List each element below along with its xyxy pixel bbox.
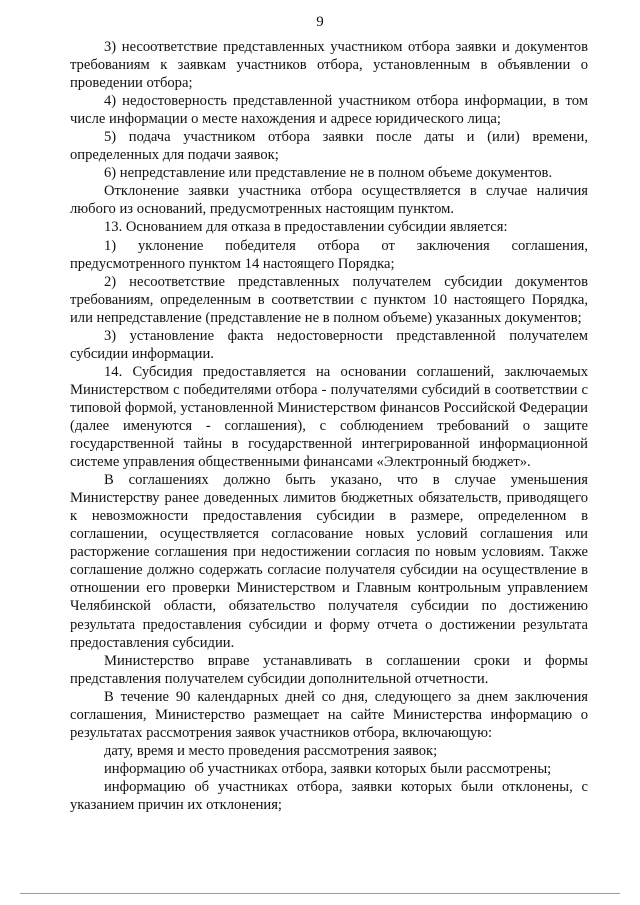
- paragraph-item-4-rejection: 4) недостоверность представленной участником отбора информации, в том числе информации о месте нахождения и адресе юридического лица;: [70, 93, 588, 128]
- paragraph-item-6-rejection: 6) непредставление или представление не в полном объеме документов.: [104, 165, 553, 182]
- paragraph-item-3-rejection: 3) несоответствие представленных участником отбора заявки и документов требованиям к заявкам участников отбора, установленным в объявлении о проведении отбора;: [70, 39, 588, 92]
- paragraph-section-13: 13. Основанием для отказа в предоставлении субсидии является:: [104, 219, 508, 236]
- paragraph-reporting: Министерство вправе устанавливать в соглашении сроки и формы представления получателем субсидии дополнительной отчетности.: [70, 652, 588, 687]
- paragraph-date-place: дату, время и место проведения рассмотрения заявок;: [104, 742, 438, 759]
- paragraph-section-14: 14. Субсидия предоставляется на основании соглашений, заключаемых Министерством с победителями отбора - получателями субсидий в соответствии с типовой формой, установленной Министерством финансов Российской Федерации (далее именуются - соглашения), с соблюдением требований о защите государственной тайны в государственной интегрированной информационной системе управления общественными финансами «Электронный бюджет».: [70, 363, 588, 471]
- paragraph-item-5-rejection: 5) подача участником отбора заявки после даты и (или) времени, определенных для подачи заявок;: [70, 129, 588, 164]
- paragraph-item-3-refusal: 3) установление факта недостоверности представленной получателем субсидии информации.: [70, 327, 588, 362]
- paragraph-rejected-participants: информацию об участниках отбора, заявки которых были отклонены, с указанием причин их отклонения;: [70, 778, 588, 813]
- document-body: [70, 38, 588, 814]
- paragraph-rejection-note: Отклонение заявки участника отбора осуществляется в случае наличия любого из оснований, предусмотренных настоящим пунктом.: [70, 183, 588, 218]
- paragraph-publication: В течение 90 календарных дней со дня, следующего за днем заключения соглашения, Министерство размещает на сайте Министерства информацию о результатах рассмотрения заявок участников отбора, включающую:: [70, 688, 588, 741]
- paragraph-item-2-refusal: 2) несоответствие представленных получателем субсидии документов требованиям, определенным в соответствии с пунктом 10 настоящего Порядка, или непредставление (представление не в полном объеме) указанных документов;: [70, 273, 588, 326]
- paragraph-reviewed-participants: информацию об участниках отбора, заявки которых были рассмотрены;: [104, 760, 552, 777]
- page-bottom-divider: [20, 893, 620, 894]
- paragraph-agreement-terms: В соглашениях должно быть указано, что в случае уменьшения Министерству ранее доведенных лимитов бюджетных обязательств, приводящего к невозможности предоставления субсидии в размере, определенном в соглашении, осуществляется согласование новых условий соглашения или расторжение соглашения при недостижении согласия по новым условиям. Также соглашение должно содержать согласие получателя субсидии на осуществление в отношении его проверки Министерством и Главным контрольным управлением Челябинской области, обязательство получателя субсидии по достижению результата предоставления субсидии и форму отчета о достижении результата предоставления субсидии.: [70, 472, 588, 651]
- page-number: 9: [316, 14, 324, 30]
- paragraph-item-1-refusal: 1) уклонение победителя отбора от заключения соглашения, предусмотренного пунктом 14 настоящего Порядка;: [70, 237, 588, 272]
